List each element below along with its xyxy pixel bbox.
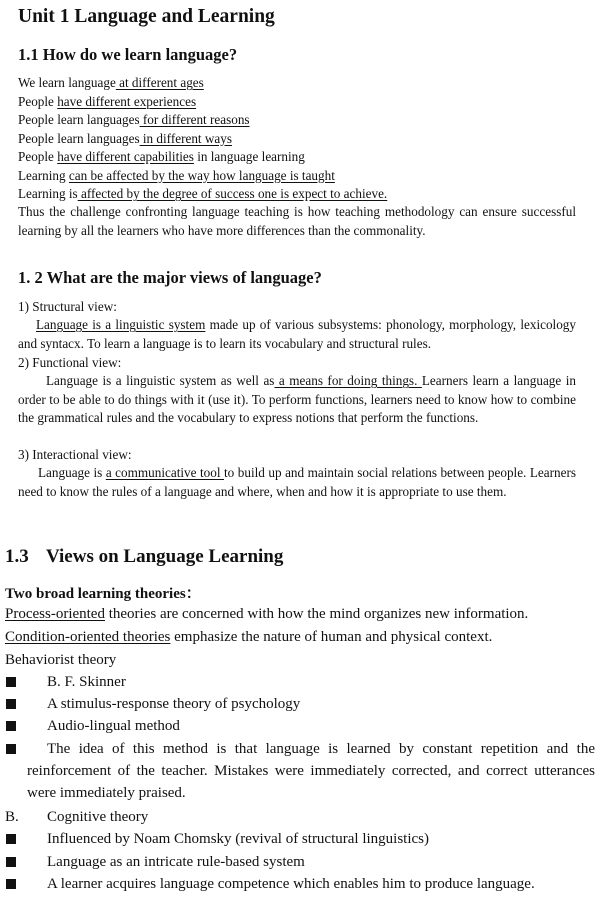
learn-line-7: Learning is affected by the degree of success one is expect to achieve. xyxy=(18,186,388,201)
square-bullet-icon xyxy=(6,677,16,687)
functional-view-label: 2) Functional view: xyxy=(18,355,122,370)
list-item: The idea of this method is that language is learned by constant repetition and the reinforcement of the teacher. Mistakes were immediately corrected, and correct utterances were immediately praised. xyxy=(5,738,595,804)
structural-view-text: Language is a linguistic system made up of various subsystems: phonology, morphology, lexicology and syntacx. To learn a language is to learn its vocabulary and structural rules. xyxy=(18,317,576,351)
section-1-2-heading: 1. 2 What are the major views of language? xyxy=(18,268,322,287)
functional-view-text: Language is a linguistic system as well as a means for doing things. Learners learn a language in order to be able to do things with it (use it). To perform functions, learners need to know how to combine the grammatical rules and the vocabulary to express notions that perform the functions. xyxy=(18,373,576,426)
interactional-view-label: 3) Interactional view: xyxy=(18,447,132,462)
section-1-1-heading: 1.1 How do we learn language? xyxy=(18,45,238,64)
learn-line-1: We learn language at different ages xyxy=(18,75,204,90)
learn-line-4: People learn languages in different ways xyxy=(18,130,232,146)
square-bullet-icon xyxy=(6,699,16,709)
process-oriented-line: Process-oriented theories are concerned with how the mind organizes new information. xyxy=(5,606,529,622)
learn-line-6: Learning can be affected by the way how language is taught xyxy=(18,167,335,183)
unit-title: Unit 1 Language and Learning xyxy=(18,6,275,27)
structural-view-label: 1) Structural view: xyxy=(18,299,117,314)
learn-line-5: People have different capabilities in language learning xyxy=(18,149,305,164)
interactional-view-text: Language is a communicative tool to build up and maintain social relations between people. Learners need to know the rules of a language and where, when and how it is appropriate to use them. xyxy=(18,465,576,499)
square-bullet-icon xyxy=(6,879,16,889)
square-bullet-icon xyxy=(6,721,16,731)
condition-oriented-line: Condition-oriented theories emphasize the nature of human and physical context. xyxy=(5,629,493,645)
square-bullet-icon xyxy=(6,857,16,867)
learn-line-2: People have different experiences xyxy=(18,93,197,109)
learn-line-3: People learn languages for different reasons xyxy=(18,112,250,127)
square-bullet-icon xyxy=(6,834,16,844)
section-1-1-summary: Thus the challenge confronting language teaching is how teaching methodology can ensure successful learning by all the learners who have more differences than the commonality. xyxy=(18,204,576,238)
document-page: Unit 1 Language and Learning 1.1 How do we learn language? We learn language at different ages People have different experiences People learn languages for different reasons People learn languages in different ways People have different capabilities in language learning Learning can be affected by the way how language is taught Learning is affected by the degree of success one is expect to achieve. Thus the challenge confronting language teaching is how teaching methodology can ensure successful learning by all the learners who have more differences than the commonality. 1. 2 What are the major views of language? 1) Structural view: Language is a linguistic system made up of various subsystems: phonology, morphology, lexicology and syntacx. To learn a language is to learn its vocabulary and structural rules. 2) Functional view: Language is a linguistic system as well as a means for doing things. Learners learn a language in order to be able to do things with it (use it). To perform functions, learners need to know how to combine the grammatical rules and the vocabulary to express notions that perform the functions. 3) Interactional view: Language is a communicative tool to build up and maintain social relations between people. Learners need to know the rules of a language and where, when and how it is appropriate to use them. 1.3 Views on Language Learning Two broad learning theories： Process-oriented theories are concerned with how the mind organizes new information. Condition-oriented theories emphasize the nature of human and physical context. Behaviorist theory B. F. Skinner A stimulus-response theory of psychology Audio-lingual method The idea of this method is that language is learned by constant repetition and the reinforcement of the teacher. Mistakes were immediately corrected, and correct utterances were immediately praised. B. Cognitive theory Influenced by Noam Chomsky (revival of structural linguistics) Language as an intricate rule-based system A learner acquires language competence which enables him to produce language. xyxy=(5,6,595,892)
learning-theories-subheading: Two broad learning theories： xyxy=(5,586,201,602)
behaviorist-theory-label: Behaviorist theory xyxy=(5,652,117,668)
section-1-3-heading: 1.3 Views on Language Learning xyxy=(5,546,284,567)
square-bullet-icon xyxy=(6,744,16,754)
